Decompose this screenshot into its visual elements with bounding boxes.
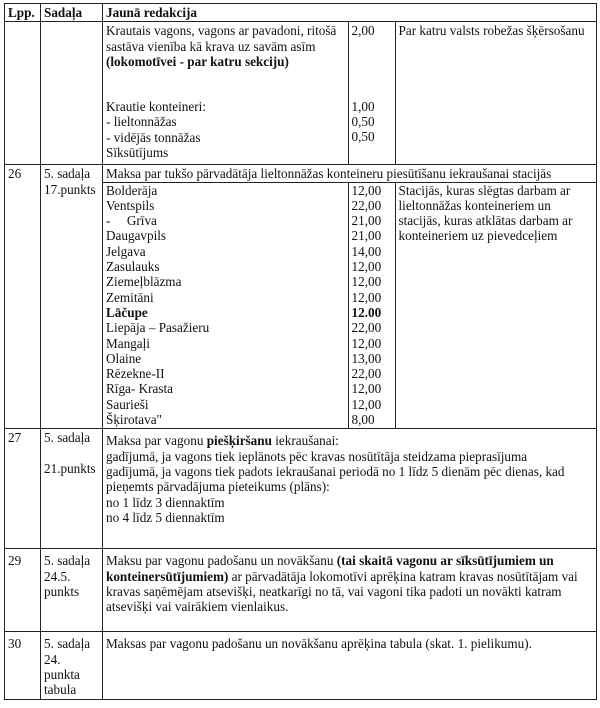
station-name: Rīga- Krasta [106,381,174,397]
row30-no: 30 [5,632,41,699]
station-name: - Grīva [106,213,157,229]
stations-values [348,183,395,429]
station-name: Bolderāja [106,182,158,198]
station-value: 21,00 [351,213,382,229]
station-name: Zasulauks [106,259,160,275]
header-row [5,4,597,22]
stations-table [103,183,596,429]
row27-text: Maksa par vagonu piešķiršanu iekraušanai: gadījumā, ja vagons tiek ieplānots pēc kravas nosūtītāja steidzama pieprasījuma gadījumā, ja vagons tiek padots iekraušanai periodā no 1 līdz 5 dienām pēc dienas, kad pieņemts pārvadājuma pieteikums (plāns): no 1 līdz 3 diennaktīm no 4 līdz 5 diennaktīm [103,429,597,549]
table-row-26 [5,165,597,429]
station-name: Olaine [106,350,142,366]
top-values: 2,00 1,00 0,50 0,50 [348,22,395,164]
station-value: 12,00 [351,381,382,397]
station-value: 12,00 [351,289,382,305]
station-value: 12,00 [351,396,382,412]
station-value: 22,00 [351,366,382,382]
containers-title: Krautie konteineri: [106,99,206,115]
list-item: - lieltonnāžas [106,114,177,130]
row26-title: Maksa par tukšo pārvadātāja lieltonnāžas konteineru piesūtīšanu iekraušanai stacijās [103,165,596,182]
station-value: 12.00 [351,304,382,320]
row30-text: Maksas par vagonu padošanu un novākšanu aprēķina tabula (skat. 1. pielikumu). [103,632,597,699]
station-value: 14,00 [351,243,382,259]
row29-no: 29 [5,549,41,632]
station-name: Lāčupe [106,304,148,320]
station-name: Daugavpils [106,228,167,244]
station-name: Liepāja – Pasažieru [106,320,210,336]
row27-no: 27 [5,429,41,549]
row29-text: Maksu par vagonu padošanu un novākšanu (tai skaitā vagonu ar sīksūtījumiem un konteinersūtījumiem) ar pārvadātāja lokomotīvi aprēķina katram kravas nosūtītājam vai kravas saņēmējam atsevišķi, neatkarīgi no tā, vai vagoni tika padoti un novākti katram atsevišķi vai vairākiem vienlaikus. [103,549,597,632]
top-inner-table [103,22,596,164]
table-row-30 [5,632,597,699]
header-edition: Jaunā redakcija [103,4,597,22]
station-value: 12,00 [351,259,382,275]
list-item: - vidējās tonnāžas [106,129,201,145]
station-value: 12,00 [351,335,382,351]
list-item: Sīksūtījums [106,145,169,161]
row26-note: Stacijās, kuras slēgtas darbam ar lieltonnāžas konteineriem un stacijās, kuras atklātas darbam ar konteineriem uz pievedceļiem [395,183,596,429]
table-row-29 [5,549,597,632]
header-section: Sadaļa [41,4,103,22]
stations-list [103,183,348,429]
station-value: 13,00 [351,350,382,366]
row29-section: 5. sadaļa 24.5. punkts [41,549,103,632]
station-value: 12,00 [351,274,382,290]
station-name: Mangaļi [106,335,150,351]
top-note: Par katru valsts robežas šķērsošanu [395,22,596,164]
station-name: Saurieši [106,396,149,412]
station-value: 8,00 [351,412,375,428]
top-desc: Krautais vagons, vagons ar pavadoni, ritošā sastāva vienība kā krava uz savām asīm (lokomotīvei - par katru sekciju) Krautie konteineri: - lieltonnāžas - vidējās tonnāžas Sīksūtījums [103,22,348,164]
station-name: Jelgava [106,243,146,259]
station-value: 22,00 [351,197,382,213]
station-value: 21,00 [351,228,382,244]
tariff-table [4,3,597,700]
row30-section: 5. sadaļa 24. punkta tabula [41,632,103,699]
station-value: 12,00 [351,182,382,198]
header-no: Lpp. [5,4,41,22]
station-name: Rēzekne-II [106,366,165,382]
station-name: Ventspils [106,197,155,213]
station-value: 22,00 [351,320,382,336]
station-name: Ziemeļblāzma [106,274,182,290]
table-row-top [5,22,597,165]
row26-no: 26 [5,165,41,429]
station-name: Šķirotava" [106,412,162,428]
row26-section: 5. sadaļa 17.punkts [41,165,103,429]
station-name: Zemitāni [106,289,154,305]
row27-section: 5. sadaļa 21.punkts [41,429,103,549]
table-row-27 [5,429,597,549]
